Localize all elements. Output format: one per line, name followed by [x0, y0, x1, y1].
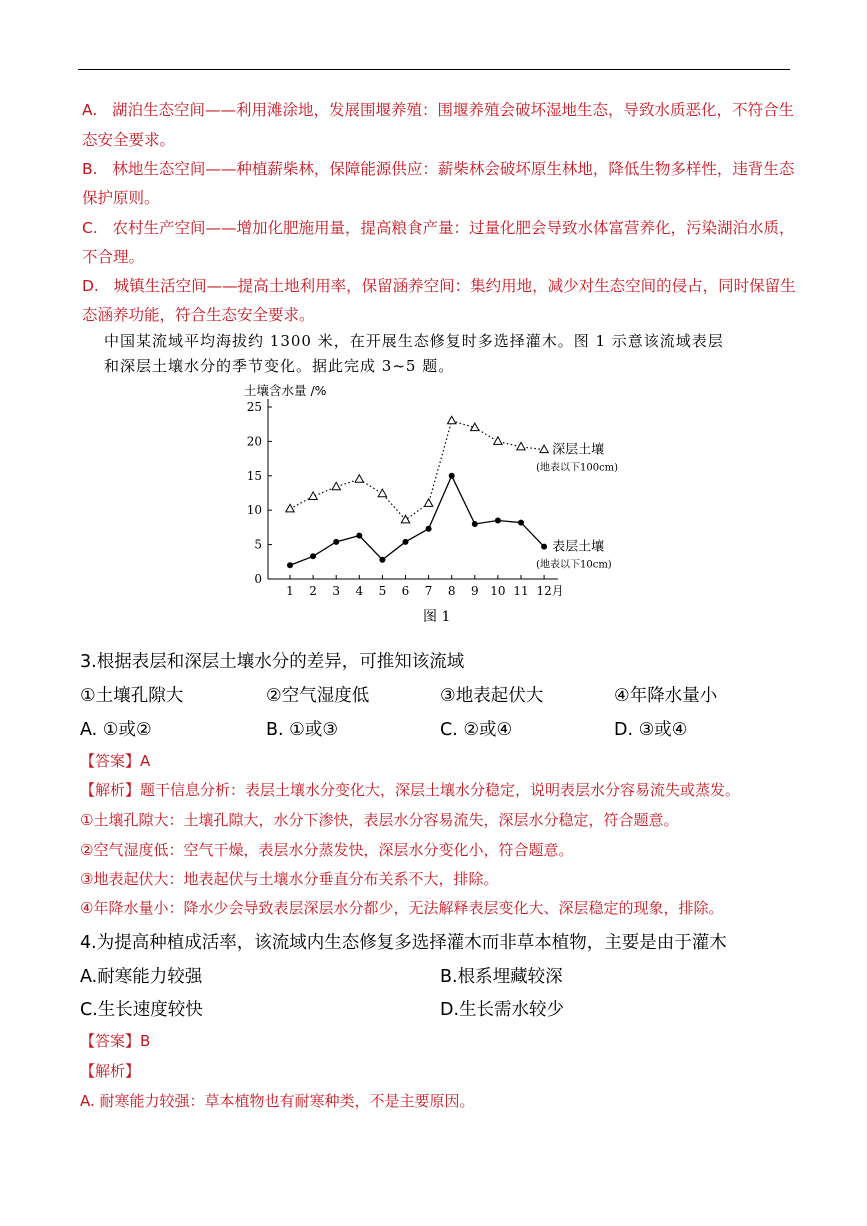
q3-choice-4: ④年降水量小 — [614, 686, 718, 706]
triangle-point — [332, 482, 340, 490]
option-a-line2: 态安全要求。 — [82, 131, 176, 149]
q3-answer-c: C. ②或④ — [440, 720, 513, 740]
q4-stem: 4.为提高种植成活率，该流域内生态修复多选择灌木而非草本植物，主要是由于灌木 — [80, 933, 727, 953]
circle-point — [403, 539, 409, 545]
q3-answer-a: A. ①或② — [80, 720, 152, 740]
circle-point — [541, 544, 547, 550]
x-tick-label: 5 — [378, 584, 387, 598]
q3-stem: 3.根据表层和深层土壤水分的差异，可推知该流域 — [80, 652, 465, 672]
intro-line2: 和深层土壤水分的季节变化。据此完成 3~5 题。 — [104, 357, 455, 375]
triangle-point — [355, 475, 363, 483]
x-tick-label: 12月 — [536, 584, 564, 598]
y-tick-label: 5 — [254, 537, 262, 552]
q3-analysis-1: ①土壤孔隙大：土壤孔隙大，水分下渗快，表层水分容易流失，深层水分稳定，符合题意。 — [80, 811, 679, 829]
triangle-point — [378, 489, 386, 497]
y-tick-label: 25 — [246, 400, 262, 414]
circle-point — [379, 557, 385, 563]
y-tick-label: 10 — [246, 503, 262, 518]
series-line-1 — [290, 476, 544, 565]
circle-point — [356, 533, 362, 539]
q3-choice-3: ③地表起伏大 — [440, 686, 544, 706]
triangle-point — [286, 504, 294, 512]
circle-point — [287, 562, 293, 568]
soil-moisture-chart — [230, 378, 650, 600]
figure-caption: 图 1 — [423, 609, 451, 625]
x-tick-label: 9 — [470, 584, 479, 598]
q4-answer-line: 【答案】B — [80, 1032, 151, 1050]
x-tick-label: 2 — [309, 584, 317, 598]
triangle-point — [517, 442, 525, 450]
q4-analysis-0: A. 耐寒能力较强：草本植物也有耐寒种类，不是主要原因。 — [80, 1092, 475, 1110]
x-tick-label: 6 — [401, 584, 410, 598]
y-tick-label: 0 — [254, 572, 262, 586]
series-line-0 — [290, 421, 544, 520]
y-tick-label: 20 — [246, 434, 262, 449]
q4-choice-b: B.根系埋藏较深 — [440, 967, 563, 987]
option-d-line1: D. 城镇生活空间——提高土地利用率，保留涵养空间：集约用地，减少对生态空间的侵占，同时保留生 — [82, 277, 796, 295]
q4-choice-c: C.生长速度较快 — [80, 1000, 203, 1020]
option-c-line1: C. 农村生产空间——增加化肥施用量，提高粮食产量：过量化肥会导致水体富营养化，污染湖泊水质， — [82, 219, 795, 237]
header-rule — [78, 69, 790, 70]
triangle-point — [494, 437, 502, 445]
series-note-0: (地表以下100cm) — [536, 462, 619, 474]
x-tick-label: 3 — [332, 584, 341, 598]
circle-point — [518, 520, 524, 526]
q3-choice-2: ②空气湿度低 — [266, 686, 370, 706]
q3-analysis-4: ④年降水量小：降水少会导致表层深层水分都少，无法解释表层变化大、深层稳定的现象，排除。 — [80, 899, 724, 917]
triangle-point — [540, 445, 548, 453]
q4-analysis-head: 【解析】 — [80, 1062, 141, 1080]
y-tick-label: 15 — [246, 468, 262, 483]
series-note-1: (地表以下10cm) — [536, 559, 612, 571]
option-d-line2: 态涵养功能，符合生态安全要求。 — [82, 306, 315, 324]
circle-point — [495, 518, 501, 524]
q3-answer-d: D. ③或④ — [614, 720, 688, 740]
q3-analysis-2: ②空气湿度低：空气干燥，表层水分蒸发快，深层水分变化小，符合题意。 — [80, 841, 574, 859]
triangle-point — [448, 416, 456, 424]
circle-point — [472, 521, 478, 527]
x-tick-label: 1 — [286, 584, 294, 598]
x-tick-label: 4 — [355, 584, 364, 598]
option-a-line1: A. 湖泊生态空间——利用滩涂地，发展围堰养殖：围堰养殖会破坏湿地生态，导致水质恶化，不符合生 — [82, 101, 795, 119]
circle-point — [449, 473, 455, 479]
q3-analysis-3: ③地表起伏大：地表起伏与土壤水分垂直分布关系不大，排除。 — [80, 870, 499, 888]
x-tick-label: 7 — [424, 584, 433, 598]
circle-point — [426, 526, 432, 532]
intro-line1: 中国某流域平均海拔约 1300 米，在开展生态修复时多选择灌木。图 1 示意该流域表层 — [104, 332, 724, 350]
x-tick-label: 11 — [513, 584, 529, 598]
x-tick-label: 10 — [490, 584, 506, 598]
circle-point — [333, 539, 339, 545]
x-tick-label: 8 — [447, 584, 456, 598]
triangle-point — [424, 499, 432, 507]
q3-choice-1: ①土壤孔隙大 — [80, 686, 184, 706]
series-name-0: 深层土壤 — [552, 442, 605, 458]
q4-choice-d: D.生长需水较少 — [440, 1000, 565, 1020]
circle-point — [310, 553, 316, 559]
series-name-1: 表层土壤 — [552, 539, 605, 555]
option-c-line2: 不合理。 — [82, 248, 145, 266]
y-axis-label: 土壤含水量 /% — [244, 383, 327, 398]
option-b-line2: 保护原则。 — [82, 189, 160, 207]
option-b-line1: B. 林地生态空间——种植薪柴林，保障能源供应：薪柴林会破坏原生林地，降低生物多样性，违背生态 — [82, 160, 795, 178]
q3-answer-b: B. ①或③ — [266, 720, 339, 740]
q3-analysis-0: 【解析】题干信息分析：表层土壤水分变化大，深层土壤水分稳定，说明表层水分容易流失或蒸发。 — [80, 781, 741, 799]
q4-choice-a: A.耐寒能力较强 — [80, 967, 203, 987]
q3-answer-line: 【答案】A — [80, 752, 151, 770]
